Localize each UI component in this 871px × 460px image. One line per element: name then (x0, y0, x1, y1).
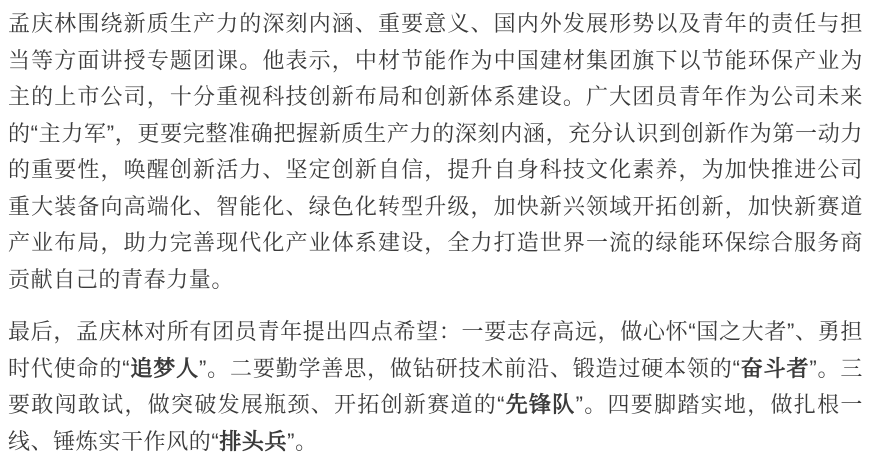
text-run: ”。二要勤学善思，做钻研技术前沿、锻造过硬本领的“ (198, 355, 741, 381)
bold-text-run: 追梦人 (130, 355, 199, 381)
bold-text-run: 先锋队 (505, 392, 576, 417)
text-run: 最后，孟庆林对所有团员青年提出四点希望：一要志存高远，做心怀“国之大者”、勇担时代使命的“ (8, 319, 863, 381)
bold-text-run: 奋斗者 (740, 355, 810, 381)
text-run: ”。四要脚踏实地，做扎根一线、锤炼实干作风的“ (8, 392, 863, 454)
paragraph-1 (8, 6, 863, 298)
bold-text-run: 排头兵 (219, 428, 288, 454)
paragraph-2 (8, 314, 863, 460)
text-run: ”。三要敢闯敢试，做突破发展瓶颈、开拓创新赛道的“ (8, 355, 863, 417)
text-run: ”。 (287, 428, 318, 454)
text-run: 孟庆林围绕新质生产力的深刻内涵、重要意义、国内外发展形势以及青年的责任与担当等方面讲授专题团课。他表示，中材节能作为中国建材集团旗下以节能环保产业为主的上市公司，十分重视科技创新布局和创新体系建设。广大团员青年作为公司未来的“主力军”，更要完整准确把握新质生产力的深刻内涵，充分认识到创新作为第一动力的重要性，唤醒创新活力、坚定创新自信，提升自身科技文化素养，为加快推进公司重大装备向高端化、智能化、绿色化转型升级，加快新兴领域开拓创新，加快新赛道产业布局，助力完善现代化产业体系建设，全力打造世界一流的绿能环保综合服务商贡献自己的青春力量。 (8, 11, 863, 292)
